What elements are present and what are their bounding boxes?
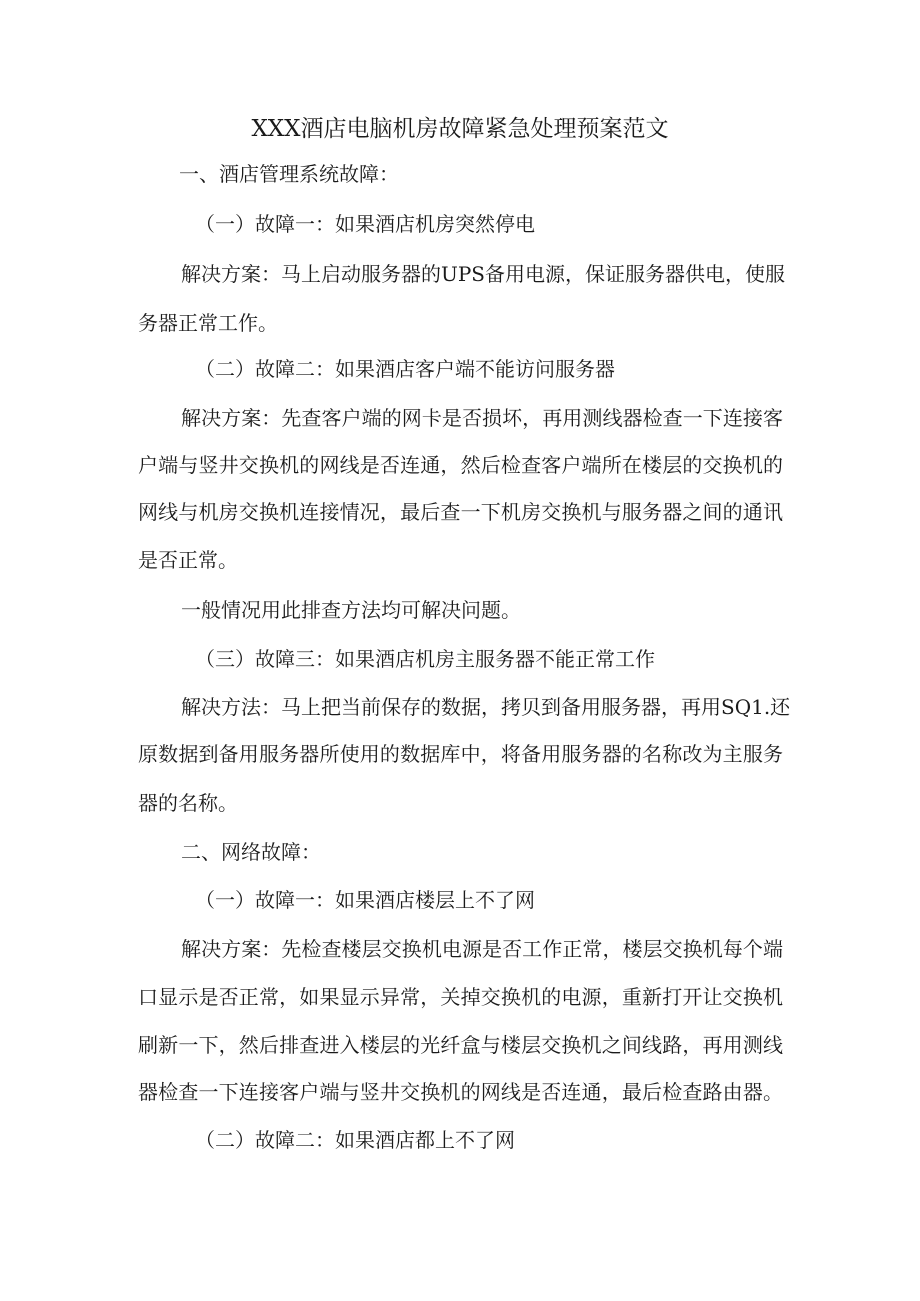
paragraph-line: 解决方案：马上启动服务器的UPS备用电源，保证服务器供电，使服 — [181, 262, 786, 286]
section-heading-hotel-system: 一、酒店管理系统故障： — [179, 162, 399, 186]
paragraph-line: 户端与竖井交换机的网线是否连通，然后检查客户端所在楼层的交换机的 — [138, 453, 783, 477]
paragraph-line: 网线与机房交换机连接情况，最后查一下机房交换机与服务器之间的通讯 — [138, 500, 783, 524]
paragraph-line: 解决方法：马上把当前保存的数据，拷贝到备用服务器，再用SQ1.还 — [181, 695, 791, 719]
fault-heading-no-network: （二）故障二：如果酒店都上不了网 — [195, 1128, 515, 1152]
paragraph-line: 一般情况用此排查方法均可解决问题。 — [181, 598, 521, 622]
fault-heading-client-access: （二）故障二：如果酒店客户端不能访问服务器 — [195, 357, 615, 381]
paragraph-line: 口显示是否正常，如果显示异常，关掉交换机的电源，重新打开让交换机 — [138, 985, 783, 1009]
paragraph-line: 器的名称。 — [138, 791, 238, 815]
paragraph-line: 刷新一下，然后排查进入楼层的光纤盒与楼层交换机之间线路，再用测线 — [138, 1033, 783, 1057]
paragraph-line: 器检查一下连接客户端与竖井交换机的网线是否连通，最后检查路由器。 — [138, 1080, 783, 1104]
section-heading-network: 二、网络故障： — [181, 840, 321, 864]
paragraph-line: 务器正常工作。 — [138, 311, 278, 335]
paragraph-line: 解决方案：先查客户端的网卡是否损坏，再用测线器检查一下连接客 — [181, 406, 783, 430]
fault-heading-power-outage: （一）故障一：如果酒店机房突然停电 — [195, 212, 535, 236]
paragraph-line: 原数据到备用服务器所使用的数据库中，将备用服务器的名称改为主服务 — [138, 742, 783, 766]
document-title: XXX酒店电脑机房故障紧急处理预案范文 — [251, 116, 669, 142]
fault-heading-main-server: （三）故障三：如果酒店机房主服务器不能正常工作 — [195, 647, 655, 671]
fault-heading-floor-network: （一）故障一：如果酒店楼层上不了网 — [195, 888, 535, 912]
paragraph-line: 是否正常。 — [138, 548, 238, 572]
paragraph-line: 解决方案：先检查楼层交换机电源是否工作正常，楼层交换机每个端 — [181, 937, 783, 961]
